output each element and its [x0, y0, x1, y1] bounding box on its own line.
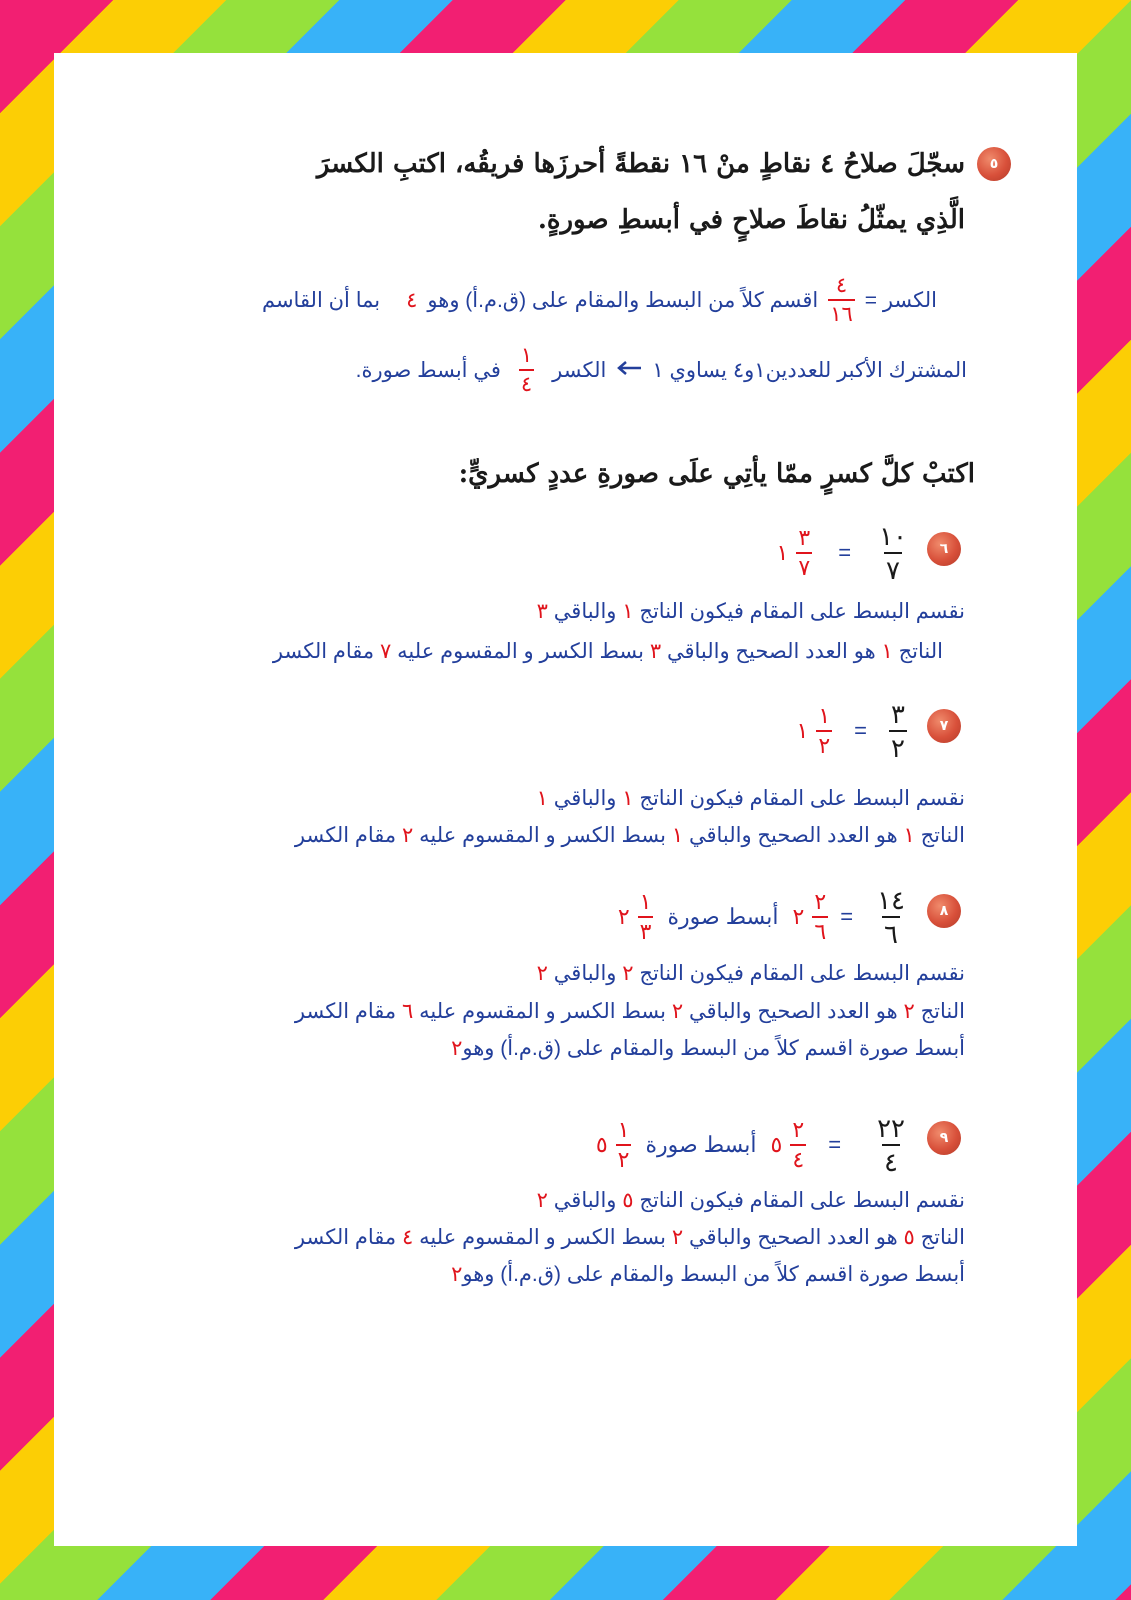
fraction — [889, 701, 907, 761]
answer-text: نقسم البسط على المقام فيكون الناتج — [639, 962, 965, 985]
question-number-badge: ٨ — [927, 894, 961, 928]
question-number-badge: ٥ — [977, 147, 1011, 181]
fraction — [519, 345, 534, 395]
fraction-denominator: ٤ — [519, 369, 534, 395]
answer-text: أبسط صورة اقسم كلاً من البسط والمقام على (ق.م.أ) وهو — [462, 1263, 965, 1286]
fraction-denominator: ٧ — [796, 552, 812, 579]
answer-5-line-2 — [356, 345, 967, 395]
quotient-value: ٢ — [903, 1000, 915, 1023]
answer-6-line-2 — [273, 639, 943, 664]
answer-text: بسط الكسر و المقسوم عليه — [419, 824, 666, 847]
divisor-value: ٢ — [402, 824, 414, 847]
answer-9-line-1 — [537, 1188, 965, 1213]
answer-8-line-2 — [295, 999, 965, 1024]
fraction-numerator: ٣ — [891, 699, 905, 729]
answer-text: الناتج — [920, 1226, 965, 1249]
fraction-numerator: ٢٢ — [877, 1113, 905, 1143]
answer-text: بسط الكسر و المقسوم عليه — [419, 1226, 666, 1249]
remainder-value: ٢ — [536, 962, 548, 985]
quotient-value: ٥ — [903, 1226, 915, 1249]
answer-text: نقسم البسط على المقام فيكون الناتج — [639, 787, 965, 810]
answer-text: مقام الكسر — [294, 1000, 397, 1023]
answer-5-line-1 — [262, 275, 937, 325]
answer-text: اقسم كلاً من البسط والمقام على (ق.م.أ) وهو — [427, 288, 819, 312]
answer-text: والباقي — [553, 787, 617, 810]
fraction-denominator: ٢ — [889, 730, 907, 761]
answer-text: هو العدد الصحيح والباقي — [688, 824, 898, 847]
fraction-denominator: ٤ — [882, 1144, 900, 1175]
fraction-numerator: ٢ — [792, 1117, 805, 1142]
answer-text: الناتج — [920, 824, 965, 847]
answer-text: والباقي — [553, 1189, 617, 1212]
answer-text: بسط الكسر و المقسوم عليه — [419, 1000, 666, 1023]
equals-sign: = — [840, 904, 854, 929]
answer-text: في أبسط صورة. — [355, 358, 501, 382]
remainder-value: ٢ — [671, 1000, 684, 1023]
fraction — [616, 1119, 632, 1171]
answer-text: والباقي — [553, 600, 617, 623]
quotient-value: ١ — [903, 824, 915, 847]
answer-text: هو العدد الصحيح والباقي — [688, 1000, 898, 1023]
question-number-badge: ٧ — [927, 709, 961, 743]
fraction-denominator: ١٦ — [828, 299, 855, 325]
answer-6-line-1 — [537, 599, 965, 624]
remainder-value: ١ — [671, 824, 684, 847]
remainder-value: ٣ — [536, 600, 548, 623]
answer-text: والباقي — [553, 962, 617, 985]
fraction-numerator: ١ — [520, 344, 533, 367]
fraction-denominator: ٤ — [790, 1144, 806, 1171]
remainder-value: ١ — [536, 787, 548, 810]
whole-number: ٥ — [595, 1132, 608, 1157]
answer-text: نقسم البسط على المقام فيكون الناتج — [639, 600, 965, 623]
answer-text: الناتج — [898, 640, 943, 663]
gcd-value: ٤ — [406, 288, 418, 312]
answer-text: بسط الكسر و المقسوم عليه — [397, 640, 644, 663]
whole-number: ٢ — [792, 904, 805, 929]
fraction-numerator: ٤ — [835, 274, 848, 297]
gcd-value: ٢ — [451, 1263, 463, 1286]
whole-number: ٢ — [617, 904, 630, 929]
answer-8-line-1 — [537, 961, 965, 986]
whole-number: ٥ — [770, 1132, 783, 1157]
answer-9-line-2 — [295, 1225, 965, 1250]
answer-text: أبسط صورة اقسم كلاً من البسط والمقام على (ق.م.أ) وهو — [462, 1037, 965, 1060]
fraction — [638, 891, 654, 943]
fraction-denominator: ٦ — [882, 916, 900, 947]
fraction — [812, 891, 828, 943]
answer-text: المشترك الأكبر للعددين١و٤ يساوي ١ — [652, 358, 967, 382]
question-5-line-1: سجّلَ صلاحُ ٤ نقاطٍ منْ ١٦ نقطةً أحرزَها فريقُه، اكتبِ الكسرَ — [316, 149, 965, 179]
fraction — [828, 275, 855, 325]
answer-text: الناتج — [920, 1000, 965, 1023]
answer-text: مقام الكسر — [294, 824, 397, 847]
answer-text: الكسر = — [864, 288, 937, 312]
divisor-value: ٤ — [402, 1226, 414, 1249]
question-6-equation — [777, 523, 909, 583]
arrow-left-icon — [616, 358, 642, 382]
fraction-numerator: ١ — [818, 703, 831, 728]
answer-text: الكسر — [552, 358, 607, 382]
answer-text: مقام الكسر — [272, 640, 375, 663]
answer-7-line-2 — [295, 823, 965, 848]
gcd-value: ٢ — [451, 1037, 463, 1060]
answer-9-line-3 — [451, 1262, 965, 1287]
quotient-value: ٢ — [622, 962, 634, 985]
answer-text: هو العدد الصحيح والباقي — [666, 640, 876, 663]
divisor-value: ٧ — [380, 640, 392, 663]
fraction — [796, 527, 812, 579]
remainder-value: ٢ — [671, 1226, 684, 1249]
quotient-value: ١ — [881, 640, 893, 663]
whole-number: ١ — [796, 718, 809, 743]
question-number-badge: ٩ — [927, 1121, 961, 1155]
fraction — [877, 523, 909, 583]
section-title: اكتبْ كلَّ كسرٍ ممّا يأتِي علَى صورةِ عددٍ كسريٍّ: — [458, 459, 975, 489]
fraction-denominator: ٦ — [812, 916, 828, 943]
fraction-numerator: ٣ — [798, 525, 811, 550]
fraction-denominator: ٧ — [884, 552, 902, 583]
simplest-form-label: أبسط صورة — [667, 904, 779, 929]
equals-sign: = — [828, 1132, 842, 1157]
fraction-numerator: ١ — [617, 1117, 630, 1142]
answer-text: بما أن القاسم — [261, 288, 381, 312]
equals-sign: = — [838, 540, 852, 565]
equals-sign: = — [854, 718, 868, 743]
question-7-equation — [797, 701, 907, 761]
worksheet-page — [54, 53, 1077, 1546]
fraction-denominator: ٣ — [638, 916, 654, 943]
question-8-equation — [618, 887, 907, 947]
question-5-line-2: الَّذِي يمثّلُ نقاطَ صلاحٍ في أبسطِ صورةٍ. — [537, 205, 965, 235]
fraction-numerator: ٢ — [814, 889, 827, 914]
fraction — [816, 705, 832, 757]
answer-text: هو العدد الصحيح والباقي — [688, 1226, 898, 1249]
answer-8-line-3 — [451, 1036, 965, 1061]
fraction-denominator: ٢ — [816, 730, 832, 757]
question-number-badge: ٦ — [927, 532, 961, 566]
quotient-value: ١ — [622, 600, 634, 623]
fraction — [790, 1119, 806, 1171]
fraction-numerator: ١٤ — [877, 885, 905, 915]
remainder-value: ٢ — [536, 1189, 548, 1212]
quotient-value: ٥ — [622, 1189, 634, 1212]
fraction-numerator: ١ — [639, 889, 652, 914]
fraction-denominator: ٢ — [616, 1144, 632, 1171]
whole-number: ١ — [776, 540, 789, 565]
answer-7-line-1 — [537, 786, 965, 811]
divisor-value: ٦ — [402, 1000, 414, 1023]
question-9-equation — [596, 1115, 907, 1175]
remainder-value: ٣ — [649, 640, 662, 663]
simplest-form-label: أبسط صورة — [645, 1132, 757, 1157]
answer-text: نقسم البسط على المقام فيكون الناتج — [639, 1189, 965, 1212]
fraction — [875, 887, 907, 947]
fraction — [875, 1115, 907, 1175]
fraction-numerator: ١٠ — [879, 521, 907, 551]
quotient-value: ١ — [622, 787, 634, 810]
answer-text: مقام الكسر — [294, 1226, 397, 1249]
